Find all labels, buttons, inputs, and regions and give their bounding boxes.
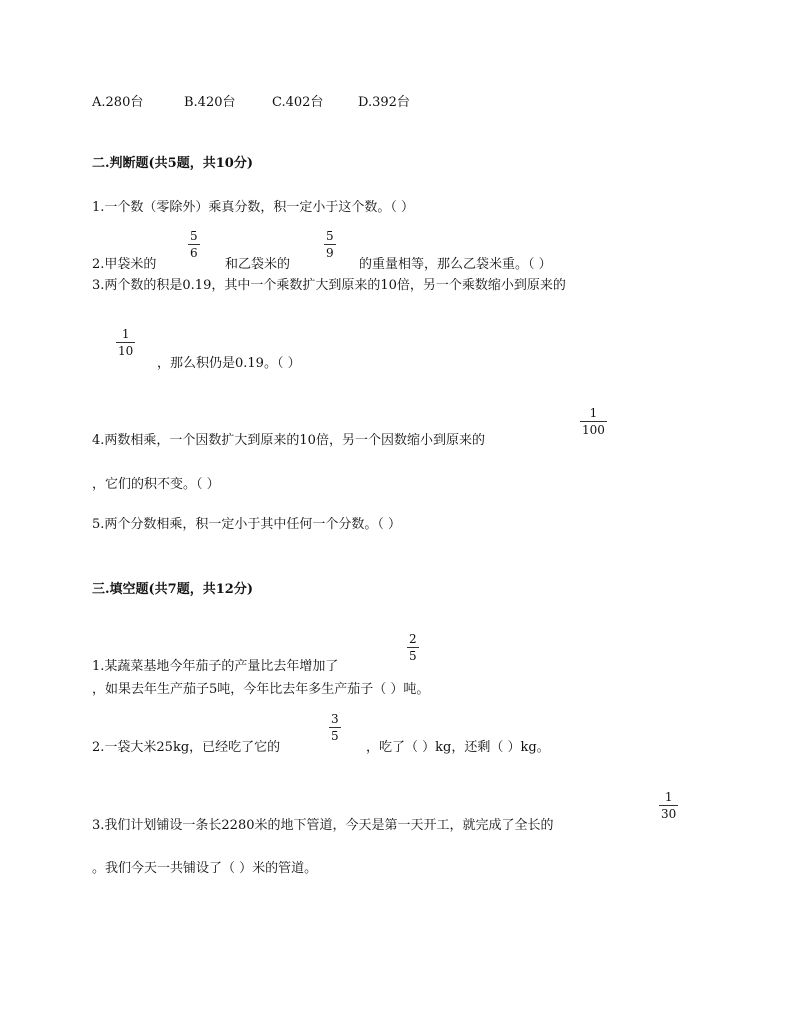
fraction-denominator: 10 (118, 344, 134, 358)
fraction-2-5 (407, 633, 419, 662)
fill-question-3-line1: 3.我们计划铺设一条长2280米的地下管道，今天是第一天开工，就完成了全长的 (92, 818, 554, 833)
option-c: C.402台 (272, 95, 324, 110)
option-a: A.280台 (92, 95, 144, 110)
fraction-1-30 (659, 791, 678, 820)
fraction-1-10 (116, 328, 135, 357)
judge-question-2-part1: 2.甲袋米的 (92, 257, 157, 272)
fraction-denominator: 5 (331, 729, 339, 743)
fraction-5-9 (324, 230, 336, 259)
fraction-denominator: 100 (582, 423, 605, 437)
judge-question-4-line1: 4.两数相乘，一个因数扩大到原来的10倍，另一个因数缩小到原来的 (92, 433, 485, 448)
fraction-numerator: 1 (664, 790, 673, 804)
fraction-5-6 (188, 230, 200, 259)
option-d: D.392台 (358, 95, 410, 110)
fraction-numerator: 1 (589, 406, 598, 420)
fraction-1-100 (580, 407, 607, 436)
judge-question-2-part3: 的重量相等，那么乙袋米重。（ ） (359, 257, 552, 272)
fill-question-3-line2: 。我们今天一共铺设了（ ）米的管道。 (92, 861, 318, 876)
fill-question-2-part1: 2.一袋大米25kg，已经吃了它的 (92, 740, 281, 755)
section-3-title: 三.填空题(共7题，共12分) (92, 582, 253, 597)
judge-question-5: 5.两个分数相乘，积一定小于其中任何一个分数。（ ） (92, 517, 402, 532)
fraction-denominator: 30 (661, 807, 677, 821)
fraction-denominator: 5 (409, 649, 417, 663)
fraction-numerator: 5 (190, 229, 198, 243)
fill-question-2-part2: ，吃了（ ）kg，还剩（ ）kg。 (366, 740, 550, 755)
fill-question-1-line2: ，如果去年生产茄子5吨，今年比去年多生产茄子（ ）吨。 (92, 682, 430, 697)
fraction-numerator: 3 (331, 712, 339, 726)
judge-question-4-line2: ，它们的积不变。（ ） (92, 477, 220, 492)
fraction-3-5 (329, 713, 341, 742)
section-2-title: 二.判断题(共5题，共10分) (92, 156, 253, 171)
judge-question-1: 1.一个数（零除外）乘真分数，积一定小于这个数。（ ） (92, 200, 415, 215)
option-b: B.420台 (184, 95, 236, 110)
fraction-denominator: 6 (190, 246, 198, 260)
fraction-numerator: 1 (121, 327, 130, 341)
fill-question-1-line1: 1.某蔬菜基地今年茄子的产量比去年增加了 (92, 659, 339, 674)
judge-question-3-line2: ，那么积仍是0.19。（ ） (157, 356, 301, 371)
fraction-numerator: 2 (409, 632, 417, 646)
judge-question-2-part2: 和乙袋米的 (225, 257, 291, 272)
judge-question-3-line1: 3.两个数的积是0.19，其中一个乘数扩大到原来的10倍，另一个乘数缩小到原来的 (92, 278, 566, 293)
fraction-denominator: 9 (326, 246, 334, 260)
fraction-numerator: 5 (326, 229, 334, 243)
